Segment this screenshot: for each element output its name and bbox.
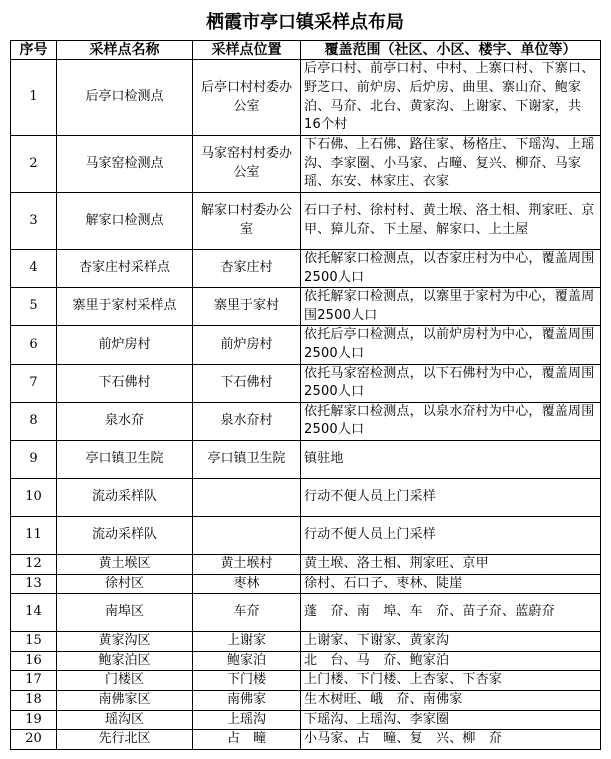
row-index: 6 [11,326,57,364]
row-point-location: 上谢家 [193,632,301,652]
row-point-location: 下石佛村 [193,364,301,402]
row-point-location: 马家窑村村委办公室 [193,136,301,193]
row-index: 7 [11,364,57,402]
row-point-name: 后亭口检测点 [57,60,193,136]
table-row [11,60,601,136]
table-row [11,516,601,554]
row-index: 17 [11,671,57,691]
row-point-location: 杏家庄村 [193,250,301,288]
row-point-location: 解家口村委办公室 [193,193,301,250]
row-coverage: 上门楼、下门楼、上杏家、下杏家 [301,671,601,691]
table-row [11,632,601,652]
row-point-name: 门楼区 [57,671,193,691]
row-point-location: 占 疃 [193,730,301,750]
row-point-location: 后亭口村村委办公室 [193,60,301,136]
row-index: 14 [11,594,57,632]
row-point-location: 鲍家泊 [193,651,301,671]
row-point-name: 南佛家区 [57,690,193,710]
row-point-location [193,478,301,516]
row-coverage: 下瑶沟、上瑶沟、李家圈 [301,710,601,730]
row-point-location: 亭口镇卫生院 [193,440,301,478]
row-point-name: 泉水夼 [57,402,193,440]
row-point-location: 泉水夼村 [193,402,301,440]
document-page [10,6,600,750]
header-coverage: 覆盖范围（社区、小区、楼宇、单位等） [301,41,601,60]
row-index: 4 [11,250,57,288]
table-row [11,710,601,730]
table-row [11,671,601,691]
row-point-name: 下石佛村 [57,364,193,402]
row-coverage: 后亭口村、前亭口村、中村、上寨口村、下寨口、野芝口、前炉房、后炉房、曲里、寨山夼、鲍家泊、马夼、北台、黄家沟、上谢家、下谢家，共16个村 [301,60,601,136]
table-row [11,574,601,594]
table-row [11,250,601,288]
row-point-name: 南埠区 [57,594,193,632]
row-point-name: 流动采样队 [57,516,193,554]
table-row [11,554,601,574]
row-index: 8 [11,402,57,440]
row-point-name: 瑶沟区 [57,710,193,730]
document-title: 栖霞市亭口镇采样点布局 [206,12,404,33]
table-row [11,690,601,710]
row-point-name: 亭口镇卫生院 [57,440,193,478]
header-index: 序号 [11,41,57,60]
table-row [11,478,601,516]
row-coverage: 徐村、石口子、枣林、陡崖 [301,574,601,594]
row-coverage: 行动不便人员上门采样 [301,516,601,554]
row-point-location: 下门楼 [193,671,301,691]
table-row [11,364,601,402]
table-row [11,402,601,440]
row-coverage: 依托马家窑检测点，以下石佛村为中心，覆盖周围2500人口 [301,364,601,402]
row-index: 12 [11,554,57,574]
row-point-location: 前炉房村 [193,326,301,364]
table-row [11,440,601,478]
row-point-location: 上瑶沟 [193,710,301,730]
table-row [11,288,601,326]
row-coverage: 北 台、马 夼、鲍家泊 [301,651,601,671]
table-row [11,651,601,671]
row-coverage: 上谢家、下谢家、黄家沟 [301,632,601,652]
table-row [11,594,601,632]
table-body [11,60,601,750]
row-index: 18 [11,690,57,710]
row-coverage: 生木树旺、峨 夼、南佛家 [301,690,601,710]
row-point-name: 马家窑检测点 [57,136,193,193]
row-point-name: 寨里于家村采样点 [57,288,193,326]
row-coverage: 石口子村、徐村村、黄土堠、洛土相、荆家旺、京甲、獐儿夼、下土屋、解家口、上土屋 [301,193,601,250]
header-point-location: 采样点位置 [193,41,301,60]
row-point-name: 前炉房村 [57,326,193,364]
row-index: 19 [11,710,57,730]
row-index: 3 [11,193,57,250]
row-coverage: 依托解家口检测点，以杏家庄村为中心，覆盖周围2500人口 [301,250,601,288]
table-row [11,326,601,364]
row-point-location: 枣林 [193,574,301,594]
row-index: 11 [11,516,57,554]
row-point-name: 徐村区 [57,574,193,594]
row-index: 20 [11,730,57,750]
row-index: 5 [11,288,57,326]
row-coverage: 依托后亭口检测点，以前炉房村为中心，覆盖周围2500人口 [301,326,601,364]
row-coverage: 行动不便人员上门采样 [301,478,601,516]
row-coverage: 依托解家口检测点，以泉水夼村为中心，覆盖周围2500人口 [301,402,601,440]
row-point-location: 南佛家 [193,690,301,710]
row-coverage: 依托解家口检测点，以寨里于家村为中心，覆盖周围2500人口 [301,288,601,326]
row-index: 10 [11,478,57,516]
row-point-name: 流动采样队 [57,478,193,516]
row-index: 15 [11,632,57,652]
row-index: 16 [11,651,57,671]
row-point-location [193,516,301,554]
header-point-name: 采样点名称 [57,41,193,60]
row-index: 13 [11,574,57,594]
row-point-name: 解家口检测点 [57,193,193,250]
table-header-row [11,41,601,60]
row-point-location: 黄土堠村 [193,554,301,574]
row-point-location: 寨里于家村 [193,288,301,326]
row-coverage: 黄土堠、洛土相、荆家旺、京甲 [301,554,601,574]
row-point-name: 杏家庄村采样点 [57,250,193,288]
row-index: 2 [11,136,57,193]
row-point-location: 车夼 [193,594,301,632]
table-row [11,136,601,193]
row-coverage: 下石佛、上石佛、路住家、杨格庄、下瑶沟、上瑶沟、李家圈、小马家、占疃、复兴、柳夼、马家瑶、东安、林家庄、衣家 [301,136,601,193]
row-coverage: 小马家、占 疃、复 兴、柳 夼 [301,730,601,750]
row-coverage: 镇驻地 [301,440,601,478]
sampling-points-table [10,40,601,750]
row-index: 1 [11,60,57,136]
row-point-name: 黄家沟区 [57,632,193,652]
row-point-name: 先行北区 [57,730,193,750]
table-row [11,730,601,750]
row-point-name: 黄土堠区 [57,554,193,574]
table-row [11,193,601,250]
row-coverage: 蓬 夼、南 埠、车 夼、苗子夼、蓝蔚夼 [301,594,601,632]
row-point-name: 鲍家泊区 [57,651,193,671]
row-index: 9 [11,440,57,478]
